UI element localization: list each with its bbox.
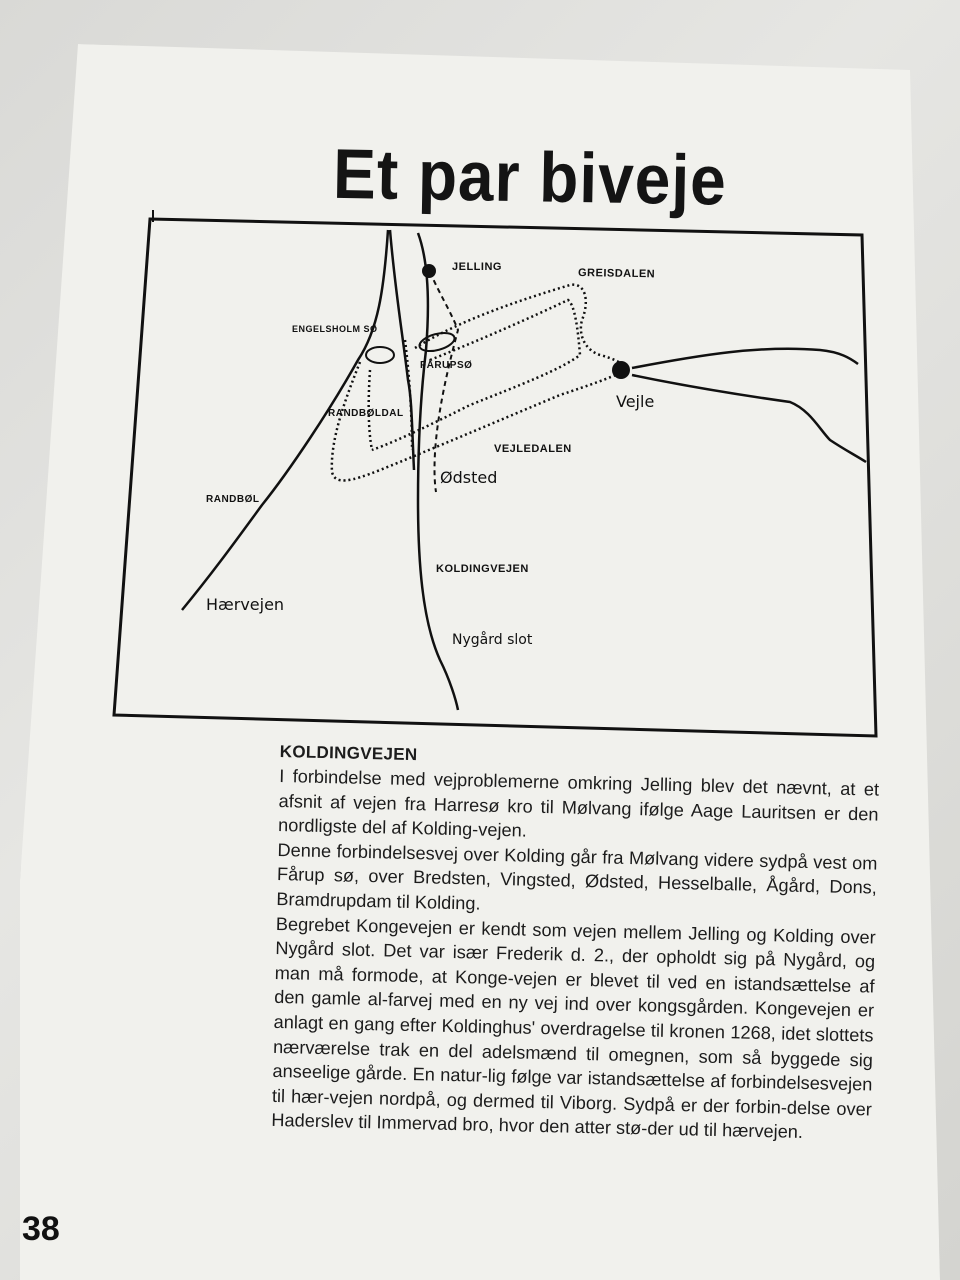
label-randboldal: RANDBØLDAL — [328, 408, 404, 419]
engelsholm-lake — [366, 347, 394, 363]
page-number: 38 — [22, 1210, 60, 1248]
label-randbol: RANDBØL — [206, 494, 260, 505]
label-greisdalen: GREISDALEN — [577, 267, 656, 281]
vejle-fjord-north — [632, 349, 858, 368]
jelling-town-dot — [422, 264, 436, 278]
label-odsted: Ødsted — [440, 468, 498, 487]
label-vejledalen: VEJLEDALEN — [494, 443, 572, 455]
haervejen-road — [182, 230, 388, 610]
vejle-town-dot — [612, 361, 630, 379]
label-koldingvejen: KOLDINGVEJEN — [436, 563, 529, 575]
label-farupso: FÅRUPSØ — [420, 360, 473, 371]
jelling-odsted-connector — [430, 272, 458, 492]
label-jelling: JELLING — [452, 261, 502, 273]
haervejen-road-inner — [390, 230, 414, 470]
article-paragraph-2: Denne forbindelsesvej over Kolding går fra Mølvang videre sydpå vest om Fårup sø, over Bredsten, Vingsted, Ødsted, Hesselballe, Ågård, Dons, Bramdrupdam til Kolding. — [276, 839, 878, 914]
article — [271, 742, 880, 1146]
label-nygard: Nygård slot — [452, 632, 533, 648]
article-heading: KOLDINGVEJEN — [279, 742, 418, 765]
vejle-fjord-south — [632, 375, 866, 462]
label-haervejen: Hærvejen — [206, 595, 285, 614]
page-title: Et par biveje — [332, 133, 728, 221]
label-vejle: Vejle — [616, 392, 655, 411]
article-paragraph-1: I forbindelse med vejproblemerne omkring Jelling blev det nævnt, at et afsnit af vejen fra Harresø kro til Mølvang ifølge Aage Lauritsen er den nordligste del af Kolding-vejen. — [277, 765, 880, 841]
article-paragraph-3: Begrebet Kongevejen er kendt som vejen mellem Jelling og Kolding over Nygård slot. Det var især Frederik d. 2., der opholdt sig på Nygård, og man må formode, at Konge-vejen er blevet til ved en istandsættelse af den gamle al-farvej med en ny vej ind over kongsgården. Kongevejen er anlagt en gang efter Koldinghus' overdragelse til kronen 1268, idet slottets nærværelse trak en del adelsmænd til omegnen, som så byggede sig anseelige gårde. En natur-lig følge var istandsættelse af forbindelsesvejen til hær-vejen nordpå, og dermed til Viborg. Sydpå er der forbin-delse over Haderslev til Immervad bro, hvor den atter stø-der ud til hærvejen. — [271, 913, 876, 1143]
label-engelsholm: ENGELSHOLM SØ — [292, 324, 378, 334]
